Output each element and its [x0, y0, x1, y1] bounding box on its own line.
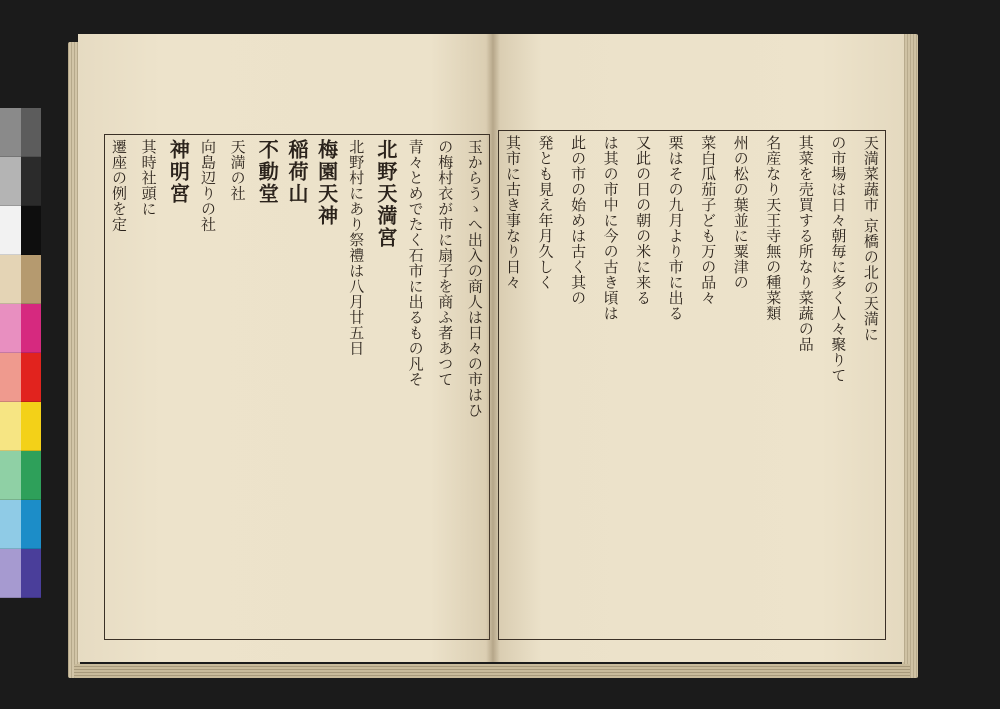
left-text-frame: [104, 134, 490, 640]
color-chip: [21, 451, 42, 500]
text-column: 此の市の始めは古く其の: [569, 135, 588, 306]
text-column: 天満菜蔬市 京橋の北の天満に: [861, 135, 880, 342]
color-chip: [0, 451, 21, 500]
text-column: は其の市中に今の古き頃は: [601, 135, 620, 321]
left-text-columns: [109, 139, 485, 635]
right-text-frame: [498, 130, 886, 640]
right-text-columns: [503, 135, 881, 635]
text-column: 青々とめでたく石市に出るもの凡そ: [406, 139, 425, 387]
color-chip: [0, 255, 21, 304]
color-chip: [21, 206, 42, 255]
color-chip: [21, 402, 42, 451]
text-column: 北野村にあり祭禮は八月廿五日: [347, 139, 366, 356]
color-chip: [0, 549, 21, 598]
color-chip-row: [0, 451, 41, 500]
color-chip-row: [0, 402, 41, 451]
text-column: 発とも見え年月久しく: [536, 135, 555, 290]
color-chip: [0, 402, 21, 451]
color-chip: [0, 108, 21, 157]
text-column: 其市に古き事なり日々: [504, 135, 522, 290]
text-column: 不動堂: [255, 139, 280, 205]
color-chip-row: [0, 255, 41, 304]
color-chip: [21, 500, 42, 549]
color-chip: [21, 549, 42, 598]
text-column: 其菜を売買する所なり菜蔬の品: [796, 135, 815, 352]
text-column: 名産なり天王寺無の種菜類: [764, 135, 783, 321]
color-chip: [0, 157, 21, 206]
text-column: 向島辺りの社: [198, 139, 217, 232]
right-page: [492, 34, 904, 662]
text-column: 遷座の例を定: [110, 139, 128, 232]
text-column: 其時社頭に: [139, 139, 158, 217]
text-column: の市場は日々朝毎に多く人々聚りて: [829, 135, 848, 383]
color-chip: [21, 304, 42, 353]
text-column: 州の松の葉並に粟津の: [731, 135, 750, 290]
text-column: の梅村衣が市に扇子を商ふ者あつて: [436, 139, 455, 387]
color-chip: [0, 206, 21, 255]
color-chip-row: [0, 500, 41, 549]
left-page: [78, 34, 492, 662]
page-edges-bottom: [74, 664, 910, 678]
text-column: 梅園天神: [314, 139, 339, 227]
text-column: 天満の社: [228, 139, 247, 201]
open-book: [68, 28, 920, 684]
color-chip: [21, 157, 42, 206]
text-column: 又此の日の朝の米に来る: [634, 135, 653, 306]
page-edges-right: [902, 34, 918, 678]
text-column: 菜白瓜茄子ども万の品々: [699, 135, 718, 306]
color-chip: [21, 255, 42, 304]
color-chip: [0, 353, 21, 402]
color-chip: [21, 108, 42, 157]
color-chip-row: [0, 549, 41, 598]
color-chip: [0, 304, 21, 353]
text-column: 北野天満宮: [373, 139, 398, 249]
color-chip-row: [0, 353, 41, 402]
text-column: 神明宮: [166, 139, 191, 205]
text-column: 栗はその九月より市に出る: [666, 135, 685, 321]
color-chip: [21, 353, 42, 402]
color-chip-row: [0, 157, 41, 206]
color-chip-row: [0, 108, 41, 157]
text-column: 玉からうゝへ出入の商人は日々の市はひ: [465, 139, 484, 418]
color-chip: [0, 500, 21, 549]
color-calibration-strip: [0, 108, 41, 598]
color-chip-row: [0, 206, 41, 255]
color-chip-row: [0, 304, 41, 353]
text-column: 稲荷山: [284, 139, 309, 205]
book-gutter: [486, 34, 500, 662]
